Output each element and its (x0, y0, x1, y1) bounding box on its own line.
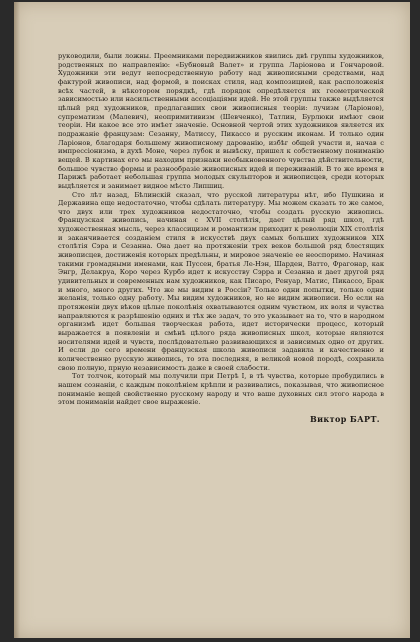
paragraph-2: Сто лѣт назад, Бѣлинскій сказал, что русской литературы нѣт, ибо Пушкина и Державина еще недостаточно, чтобы сдѣлать литературу. Мы можем сказать то же самое, что двух или трех художников недостаточно, чтобы создать русскую живопись. Французская живопись, начиная с XVII столѣтія, дает цѣлый ряд школ, гдѣ художественная мысль, через классицизм и романтизм приходит к революціи XIX столѣтія и заканчивается созданіем стиля в искусствѣ двух самых больших художников XIX столѣтія Сэра и Сезанна. Она дает на протяженіи трех веков большой ряд блестящих живописцев, достиженія которых предѣльны, и мировое значеніе ее неоспоримо. Начиная такими громадными именами, как Пуссен, братья Ле-Нэн, Шарден, Ватто, Фрагонар, как Энгр, Делакруа, Коро через Курбэ идет к искусству Сэрра и Сезанна и дает другой ряд удивительных и современных нам художников, как Писаро, Ренуар, Матис, Пикассо, Брак и много, много других. Что же мы видим в Россіи? Только одни попытки, только одни желанія, только одну работу. Мы видим художников, но не видим живописи. Но если на протяженіи двух вѣков цѣлые поколѣнія охватываются одним чувством, их воля и чувства направляются к разрѣшенію одних и тѣх же задач, то это указывает на то, что в народном организмѣ идет большая творческая работа, идет исторически процесс, который выражается в появленіи и смѣнѣ цѣлого ряда живописных школ, которые являются носителями идей и чувств, послѣдовательно развивающихся и зависимых одно от других. И если до сего времени французская школа живописи задавила и качественно и количественно русскую живопись, то эта последняя, в великой новой породѣ, сохранила свою полную, прную независимость даже в своей слабости. (58, 190, 384, 372)
page-binding-shadow (14, 2, 20, 638)
book-page (14, 2, 410, 638)
author-signature: Виктор БАРТ. (309, 413, 380, 424)
article-text (58, 52, 384, 424)
paragraph-3: Тот толчок, который мы получили при Петрѣ I, в тѣ чувства, которые пробудились в нашем сознаніи, с каждым поколѣніем крѣпли и развивались, показывая, что живописное пониманіе вещей свойственно русскому народу и что ваше духовных сил этого народа в этом пониманіи найдет свое выраженіе. (58, 372, 384, 407)
paragraph-1: руководили, были ложны. Преемниками передвижников явились двѣ группы художников, родственных по направленію: «Бубновый Валет» и группа Ларіонова и Гончаровой. Художники эти ведут непосредственную работу над живописными средствами, над фактурой живописи, над формой, в поисках стиля, над композицией, как расположенія всѣх частей, в нѣкотором порядкѣ, гдѣ порядок опредѣляется их геометрической зависимостью или насильственными ассоціаціями идей. Не этой группы также выдѣляется цѣлый ряд художников, предлагавших свои живописныя теоріи: лучизм (Ларіонов), супрематизм (Малевич), неопримитивизм (Шевченко), Татлин, Бурлюки имѣют свои теоріи. Ни какое все это имѣет значеніе. Основной чертой этих художников является их подражаніе французам: Сезанну, Матиссу, Пикассо и русским иконам. И только один Ларіонов, благодаря большему живописному дарованію, избѣг общей участи и, начав с импрессіонизма, в духѣ Моне, через лубок и вывѣску, пришел к собственному пониманію вещей. В картинах его мы находим признаки необыкновенного чувства дѣйствительности, большое чувство формы и разнообразіе живописных идей и переживаній. В то же время в Парижѣ работает небольшая группа молодых скульпторов и живописцев, среди которых выдѣляется и занимает видное мѣсто Липшиц. (58, 52, 384, 190)
